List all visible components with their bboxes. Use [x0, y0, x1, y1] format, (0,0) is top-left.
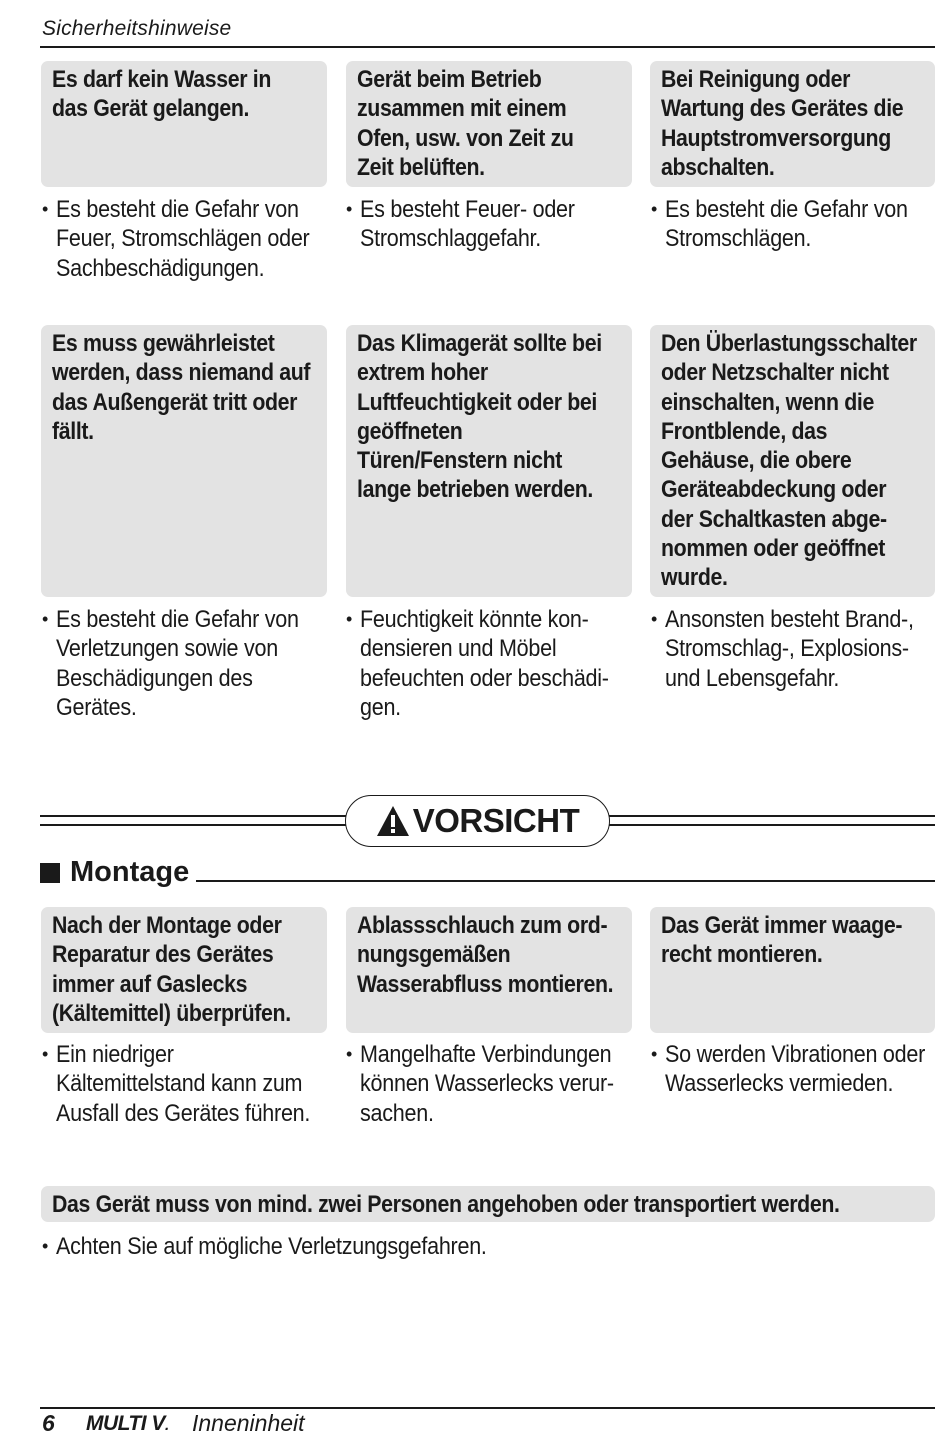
warning-box-gas-leak	[41, 907, 327, 1033]
warning-box-level-mount	[650, 907, 935, 1033]
bullet-item	[651, 1040, 936, 1099]
bullet-item	[42, 195, 327, 283]
bullet-dot-icon: •	[651, 609, 658, 629]
running-header: Sicherheitshinweise	[42, 17, 232, 40]
bullet-item	[346, 1040, 631, 1128]
bullet-dot-icon: •	[346, 199, 353, 219]
bullet-text: Es besteht die Gefahr von Feuer, Stromschlägen oder Sachbeschädigungen.	[56, 196, 310, 282]
bullet-text: Ansonsten besteht Brand-, Stromschlag-, Explosions- und Lebensgefahr.	[665, 606, 914, 692]
bullet-item	[346, 605, 631, 722]
warning-box-drain-hose	[346, 907, 632, 1033]
bullet-item	[42, 1040, 327, 1128]
page-number: 6	[42, 1410, 55, 1436]
bullet-item	[651, 605, 936, 693]
header-rule	[40, 46, 935, 48]
bullet-item	[651, 195, 936, 254]
bullet-dot-icon: •	[42, 1236, 49, 1256]
bullet-text: Es besteht die Gefahr von Stromschlägen.	[665, 196, 908, 253]
bullet-dot-icon: •	[42, 199, 49, 219]
footer-rule	[40, 1407, 935, 1409]
multi-v-logo	[86, 1412, 169, 1436]
document-name: Inneninheit	[192, 1410, 305, 1436]
bullet-dot-icon: •	[651, 1044, 658, 1064]
bullet-dot-icon: •	[346, 1044, 353, 1064]
bullet-dot-icon: •	[651, 199, 658, 219]
warning-title: Das Klimagerät sollte bei extrem hoher Luftfeuchtigkeit oder bei geöffneten Türen/Fenstern nicht lange betrieben werden.	[357, 330, 602, 504]
warning-title: Bei Reinigung oder Wartung des Gerätes die Hauptstromversorgung abschalten.	[661, 66, 904, 181]
bullet-text: Ein niedriger Kältemittelstand kann zum Ausfall des Gerätes führen.	[56, 1041, 311, 1127]
bullet-text: Es besteht Feuer- oder Stromschlaggefahr.	[360, 196, 575, 253]
warning-box-outdoor-unit	[41, 325, 327, 597]
section-heading	[40, 856, 189, 889]
warning-box-breaker	[650, 325, 935, 597]
bullet-item	[42, 1232, 742, 1261]
bullet-item	[346, 195, 631, 254]
warning-title: Den Überlastungsschalter oder Netzschalter nicht einschalten, wenn die Frontblende, das Gehäuse, die obere Geräteabdeckung oder der Schaltkasten abge- nommen oder geöffnet wurde.	[661, 330, 917, 592]
bullet-dot-icon: •	[42, 1044, 49, 1064]
warning-box-ventilate	[346, 61, 632, 187]
bullet-text: Achten Sie auf mögliche Verletzungsgefahren.	[56, 1233, 487, 1260]
warning-title: Das Gerät immer waage- recht montieren.	[661, 912, 903, 969]
warning-box-humidity	[346, 325, 632, 597]
warning-title: Das Gerät muss von mind. zwei Personen angehoben oder transportiert werden.	[52, 1191, 840, 1218]
warning-triangle-icon	[376, 805, 410, 837]
section-square-icon	[40, 863, 60, 883]
bullet-text: Es besteht die Gefahr von Verletzungen sowie von Beschädigungen des Gerätes.	[56, 606, 299, 721]
logo-mark: .	[164, 1417, 169, 1434]
bullet-item	[42, 605, 327, 722]
section-title: Montage	[70, 856, 190, 888]
section-rule	[196, 880, 935, 882]
warning-box-power-off	[650, 61, 935, 187]
bullet-dot-icon: •	[346, 609, 353, 629]
bullet-text: So werden Vibrationen oder Wasserlecks vermieden.	[665, 1041, 926, 1098]
warning-title: Es darf kein Wasser in das Gerät gelangen.	[52, 66, 272, 123]
bullet-text: Feuchtigkeit könnte kon- densieren und Möbel befeuchten oder beschädi- gen.	[360, 606, 609, 721]
bullet-dot-icon: •	[42, 609, 49, 629]
warning-box-water	[41, 61, 327, 187]
warning-box-two-persons	[41, 1186, 935, 1222]
warning-title: Es muss gewährleistet werden, dass niemand auf das Außengerät tritt oder fällt.	[52, 330, 311, 445]
caution-pill	[345, 795, 610, 847]
warning-title: Nach der Montage oder Reparatur des Gerätes immer auf Gaslecks (Kältemittel) überprüfen.	[52, 912, 291, 1027]
caution-label: VORSICHT	[412, 802, 580, 839]
logo-text: MULTI V	[86, 1412, 165, 1435]
warning-title: Ablassschlauch zum ord- nungsgemäßen Wasserabfluss montieren.	[357, 912, 614, 998]
warning-title: Gerät beim Betrieb zusammen mit einem Ofen, usw. von Zeit zu Zeit belüften.	[357, 66, 574, 181]
caution-banner	[40, 795, 935, 851]
bullet-text: Mangelhafte Verbindungen können Wasserlecks verur- sachen.	[360, 1041, 614, 1127]
